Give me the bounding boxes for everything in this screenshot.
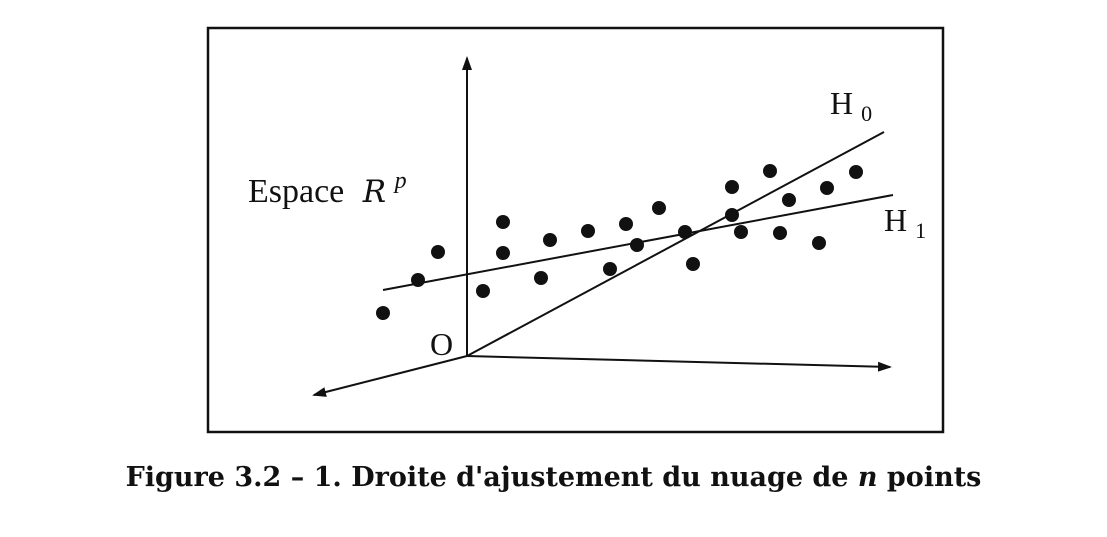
data-point — [652, 201, 666, 215]
data-point — [820, 181, 834, 195]
data-point — [431, 245, 445, 259]
data-point — [763, 164, 777, 178]
data-point — [376, 306, 390, 320]
data-point — [411, 273, 425, 287]
space-label-exponent: p — [394, 168, 407, 194]
data-point — [543, 233, 557, 247]
h1-label — [884, 202, 926, 243]
data-point — [581, 224, 595, 238]
h0-index: 0 — [861, 101, 873, 126]
space-label-prefix: Espace — [248, 173, 345, 210]
space-label-symbol: R — [362, 174, 387, 210]
h1-letter: H — [884, 202, 908, 238]
data-point — [678, 225, 692, 239]
data-point — [496, 246, 510, 260]
data-point — [496, 215, 510, 229]
space-label — [248, 168, 407, 210]
h0-letter: H — [830, 85, 854, 121]
data-point — [725, 180, 739, 194]
caption-variable: n — [857, 462, 878, 493]
data-point — [725, 208, 739, 222]
caption-prefix: Figure 3.2 – 1. Droite d'ajustement du nuage de — [125, 462, 858, 493]
horizontal-axis — [467, 356, 890, 367]
data-point — [773, 226, 787, 240]
origin-label: O — [430, 326, 454, 362]
data-point — [782, 193, 796, 207]
data-point — [686, 257, 700, 271]
data-point — [849, 165, 863, 179]
data-point — [812, 236, 826, 250]
caption-suffix: points — [877, 462, 982, 493]
figure-caption — [0, 462, 1107, 493]
h0-label — [830, 85, 872, 126]
data-point — [603, 262, 617, 276]
point-cloud — [376, 164, 863, 320]
data-point — [534, 271, 548, 285]
h1-index: 1 — [915, 218, 927, 243]
data-point — [619, 217, 633, 231]
data-point — [734, 225, 748, 239]
data-point — [476, 284, 490, 298]
data-point — [630, 238, 644, 252]
